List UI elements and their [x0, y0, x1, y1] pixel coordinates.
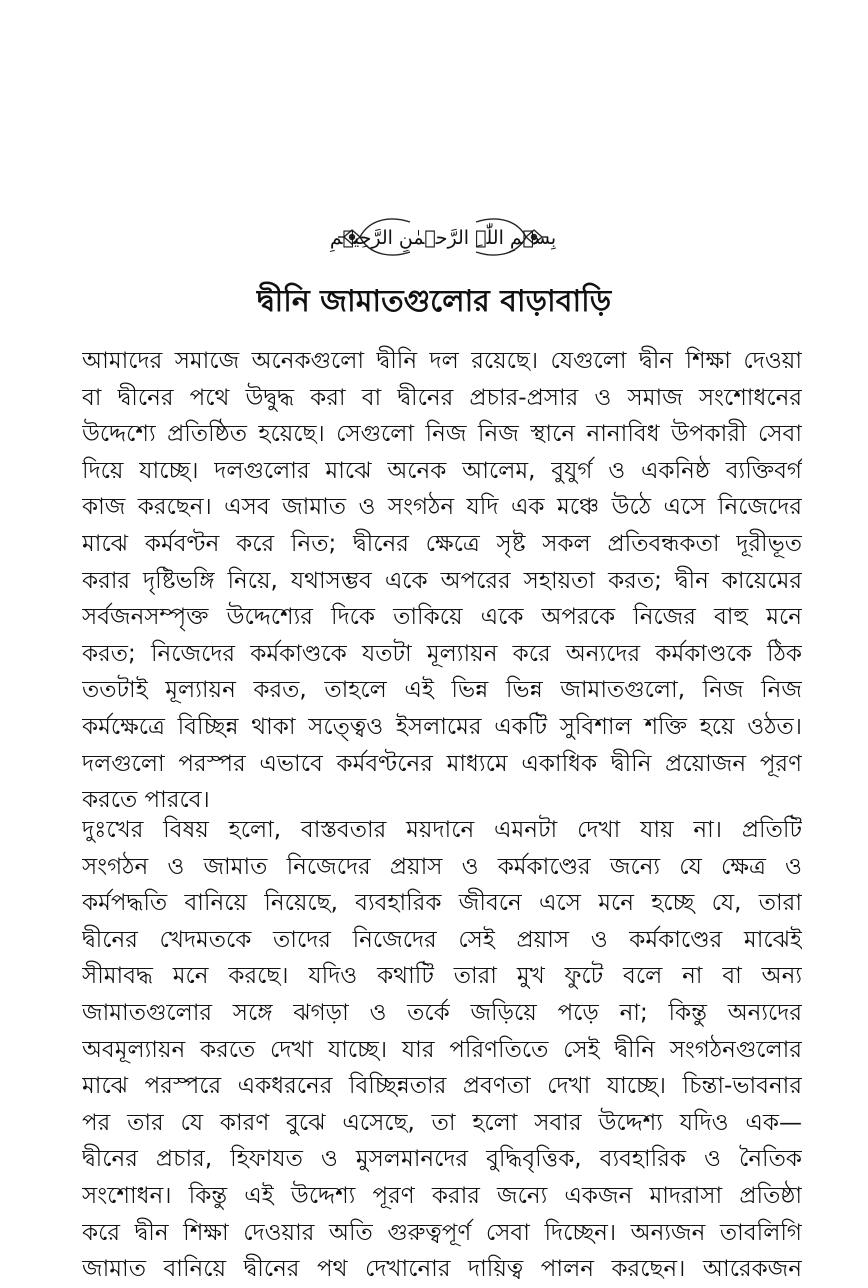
paragraph-1 [82, 343, 802, 819]
text-line: কাজ করছেন। এসব জামাত ও সংগঠন যদি এক মঞ্চে উঠে এসে নিজেদের [82, 494, 802, 521]
text-line: জামাত বানিয়ে দ্বীনের পথ দেখানোর দায়িত্ব পালন করছেন। আরেকজন [82, 1256, 802, 1283]
text-line: দিয়ে যাচ্ছে। দলগুলোর মাঝে অনেক আলেম, বুযুর্গ ও একনিষ্ঠ ব্যক্তিবর্গ [82, 457, 802, 484]
text-line: করার দৃষ্টিভঙ্গি নিয়ে, যথাসম্ভব একে অপরের সহায়তা করত; দ্বীন কায়েমের [82, 567, 802, 594]
text-line: করত; নিজেদের কর্মকাণ্ডকে যতটা মূল্যায়ন করে অন্যদের কর্মকাণ্ডকে ঠিক [82, 640, 802, 667]
text-line: কর্মপদ্ধতি বানিয়ে নিয়েছে, ব্যবহারিক জীবনে এসে মনে হচ্ছে যে, তারা [82, 890, 802, 917]
text-line: জামাতগুলোর সঙ্গে ঝগড়া ও তর্কে জড়িয়ে পড়ে না; কিন্তু অন্যদের [82, 999, 802, 1026]
text-line: দুঃখের বিষয় হলো, বাস্তবতার ময়দানে এমনটা দেখা যায় না। প্রতিটি [82, 817, 802, 843]
svg-text:بِسۡمِ اللّٰہِ الرَّحۡمٰنِ الر: بِسۡمِ اللّٰہِ الرَّحۡمٰنِ الرَّحِیۡمِ [330, 227, 556, 249]
text-line: করতে পারবে। [82, 787, 210, 814]
page-title: দ্বীনি জামাতগুলোর বাড়াবাড়ি [256, 284, 612, 319]
text-line: উদ্দেশ্যে প্রতিষ্ঠিত হয়েছে। সেগুলো নিজ নিজ স্থানে নানাবিধ উপকারী সেবা [82, 421, 802, 448]
text-line: করে দ্বীন শিক্ষা দেওয়ার অতি গুরুত্বপূর্ণ সেবা দিচ্ছেন। অন্যজন তাবলিগি [82, 1219, 802, 1246]
text-line: বা দ্বীনের পথে উদ্বুদ্ধ করা বা দ্বীনের প্রচার-প্রসার ও সমাজ সংশোধনের [82, 384, 802, 411]
text-line: ততটাই মূল্যায়ন করত, তাহলে এই ভিন্ন ভিন্ন জামাতগুলো, নিজ নিজ [82, 677, 802, 704]
text-line: সংগঠন ও জামাত নিজেদের প্রয়াস ও কর্মকাণ্ডের জন্যে যে ক্ষেত্র ও [82, 853, 802, 880]
text-line: সীমাবদ্ধ মনে করছে। যদিও কথাটি তারা মুখ ফুটে বলে না বা অন্য [82, 963, 802, 990]
text-line: দ্বীনের প্রচার, হিফাযত ও মুসলমানদের বুদ্ধিবৃত্তিক, ব্যবহারিক ও নৈতিক [82, 1146, 802, 1173]
text-line: সংশোধন। কিন্তু এই উদ্দেশ্য পূরণ করার জন্যে একজন মাদরাসা প্রতিষ্ঠা [82, 1182, 802, 1209]
text-line: কর্মক্ষেত্রে বিচ্ছিন্ন থাকা সত্ত্বেও ইসলামের একটি সুবিশাল শক্তি হয়ে ওঠত। [82, 713, 802, 740]
text-line: অবমূল্যায়ন করতে দেখা যাচ্ছে। যার পরিণতিতে সেই দ্বীনি সংগঠনগুলোর [82, 1036, 802, 1063]
text-line: দলগুলো পরস্পর এভাবে কর্মবণ্টনের মাধ্যমে একাধিক দ্বীনি প্রয়োজন পূরণ [82, 750, 802, 777]
text-line: সর্বজনসম্পৃক্ত উদ্দেশ্যের দিকে তাকিয়ে একে অপরকে নিজের বাহু মনে [82, 604, 802, 631]
text-line: দ্বীনের খেদমতকে তাদের নিজেদের সেই প্রয়াস ও কর্মকাণ্ডের মাঝেই [82, 926, 802, 953]
text-line: আমাদের সমাজে অনেকগুলো দ্বীনি দল রয়েছে। যেগুলো দ্বীন শিক্ষা দেওয়া [82, 348, 802, 374]
paragraph-2 [82, 812, 802, 1288]
text-line: মাঝে কর্মবণ্টন করে নিত; দ্বীনের ক্ষেত্রে সৃষ্ট সকল প্রতিবন্ধকতা দূরীভূত [82, 530, 802, 557]
bismillah-calligraphy [330, 206, 556, 268]
text-line: মাঝে পরস্পরে একধরনের বিচ্ছিন্নতার প্রবণতা দেখা যাচ্ছে। চিন্তা-ভাবনার [82, 1073, 802, 1100]
text-line: পর তার যে কারণ বুঝে এসেছে, তা হলো সবার উদ্দেশ্য যদিও এক— [82, 1109, 802, 1136]
